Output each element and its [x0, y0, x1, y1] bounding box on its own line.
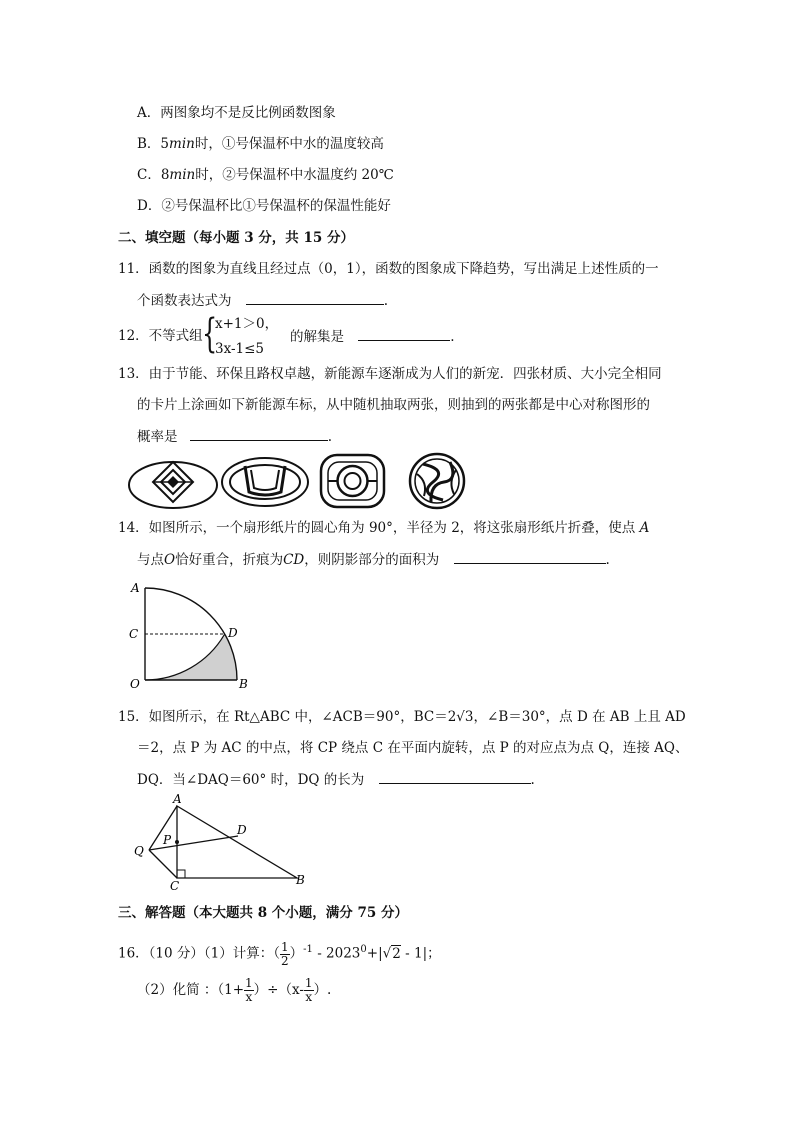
- inequality-2: 3x-1≤5: [215, 341, 265, 357]
- answer-blank[interactable]: [454, 549, 606, 564]
- question-12-prefix: 12．不等式组: [118, 328, 203, 344]
- choice-d: D．②号保温杯比①号保温杯的保温性能好: [137, 198, 391, 214]
- car-logos-figure: [128, 452, 473, 510]
- label-c: C: [170, 879, 180, 892]
- label-d: D: [237, 823, 247, 837]
- triangle-abc: [177, 806, 297, 878]
- point-p: [175, 840, 179, 844]
- question-12-suffix: 的解集是 .: [290, 326, 455, 347]
- answer-blank[interactable]: [379, 769, 531, 784]
- label-a: A: [131, 581, 140, 595]
- question-15-line2: ＝2，点 P 为 AC 的中点，将 CP 绕点 C 在平面内旋转，点 P 的对应点为点 Q，连接 AQ、: [137, 740, 689, 756]
- fraction: $\frac{1}{x}$: [304, 976, 313, 1004]
- question-11-line1: 11．函数的图象为直线且经过点（0，1），函数的图象成下降趋势，写出满足上述性质的一: [118, 261, 659, 277]
- choice-c: C．8min时，②号保温杯中水温度约 20℃: [137, 167, 394, 183]
- fraction: $\frac{1}{2}$: [281, 939, 289, 968]
- label-b: B: [239, 677, 248, 691]
- section-heading: 三、解答题（本大题共 8 个小题，满分 75 分）: [118, 905, 408, 921]
- brace-symbol: {: [202, 311, 218, 357]
- label-c: C: [129, 627, 139, 641]
- section-heading: 二、填空题（每小题 3 分，共 15 分）: [118, 230, 354, 246]
- segment-qc: [149, 850, 177, 878]
- question-16-part1: 16．（10 分）（1）计算：（ $\frac{1}{2}$ ）$^{-1} - 2023^0+|√2 - 1|$；: [118, 939, 441, 968]
- label-q: Q: [134, 844, 144, 858]
- label-o: O: [130, 677, 140, 691]
- question-13-line1: 13．由于节能、环保且路权卓越，新能源车逐渐成为人们的新宠．四张材质、大小完全相同: [118, 366, 662, 382]
- question-13-line2: 的卡片上涂画如下新能源车标，从中随机抽取两张，则抽到的两张都是中心对称图形的: [137, 397, 650, 413]
- sector-figure: [126, 578, 266, 693]
- label-b: B: [296, 873, 305, 887]
- answer-blank[interactable]: [358, 326, 450, 341]
- right-angle-mark: [177, 870, 185, 878]
- question-13-line3: 概率是 .: [137, 426, 332, 447]
- car-logo-3: [321, 455, 384, 507]
- car-logo-2: [222, 458, 308, 506]
- question-11-line2: 个函数表达式为 .: [137, 290, 388, 311]
- label-a: A: [173, 792, 182, 806]
- fraction: $\frac{1}{x}$: [245, 976, 253, 1004]
- answer-blank[interactable]: [190, 426, 328, 441]
- label-d: D: [228, 626, 238, 640]
- inequality-1: x+1＞0，: [215, 316, 279, 332]
- question-14-line1: 14．如图所示，一个扇形纸片的圆心角为 90°，半径为 2，将这张扇形纸片折叠，使点 A: [118, 520, 650, 536]
- car-logo-1: [129, 462, 217, 508]
- question-15-line1: 15．如图所示，在 Rt△ABC 中，∠ACB＝90°，BC＝2√3，∠B＝30°，点 D 在 AB 上且 AD: [118, 709, 686, 725]
- question-14-line2: 与点O恰好重合，折痕为CD，则阴影部分的面积为 .: [137, 549, 610, 570]
- triangle-figure: [130, 792, 315, 892]
- car-logo-4: [410, 454, 464, 508]
- question-15-line3: DQ．当∠DAQ＝60° 时，DQ 的长为 .: [137, 769, 535, 790]
- answer-blank[interactable]: [246, 290, 384, 305]
- choice-a: A．两图象均不是反比例函数图象: [137, 105, 336, 121]
- label-p: P: [163, 833, 172, 847]
- choice-b: B．5min时，①号保温杯中水的温度较高: [137, 136, 384, 152]
- question-16-part2: （2）化简 ：（1+ $\frac{1}{x}$ ）÷（x- $\frac{1}{x}$ ）.: [137, 976, 332, 1004]
